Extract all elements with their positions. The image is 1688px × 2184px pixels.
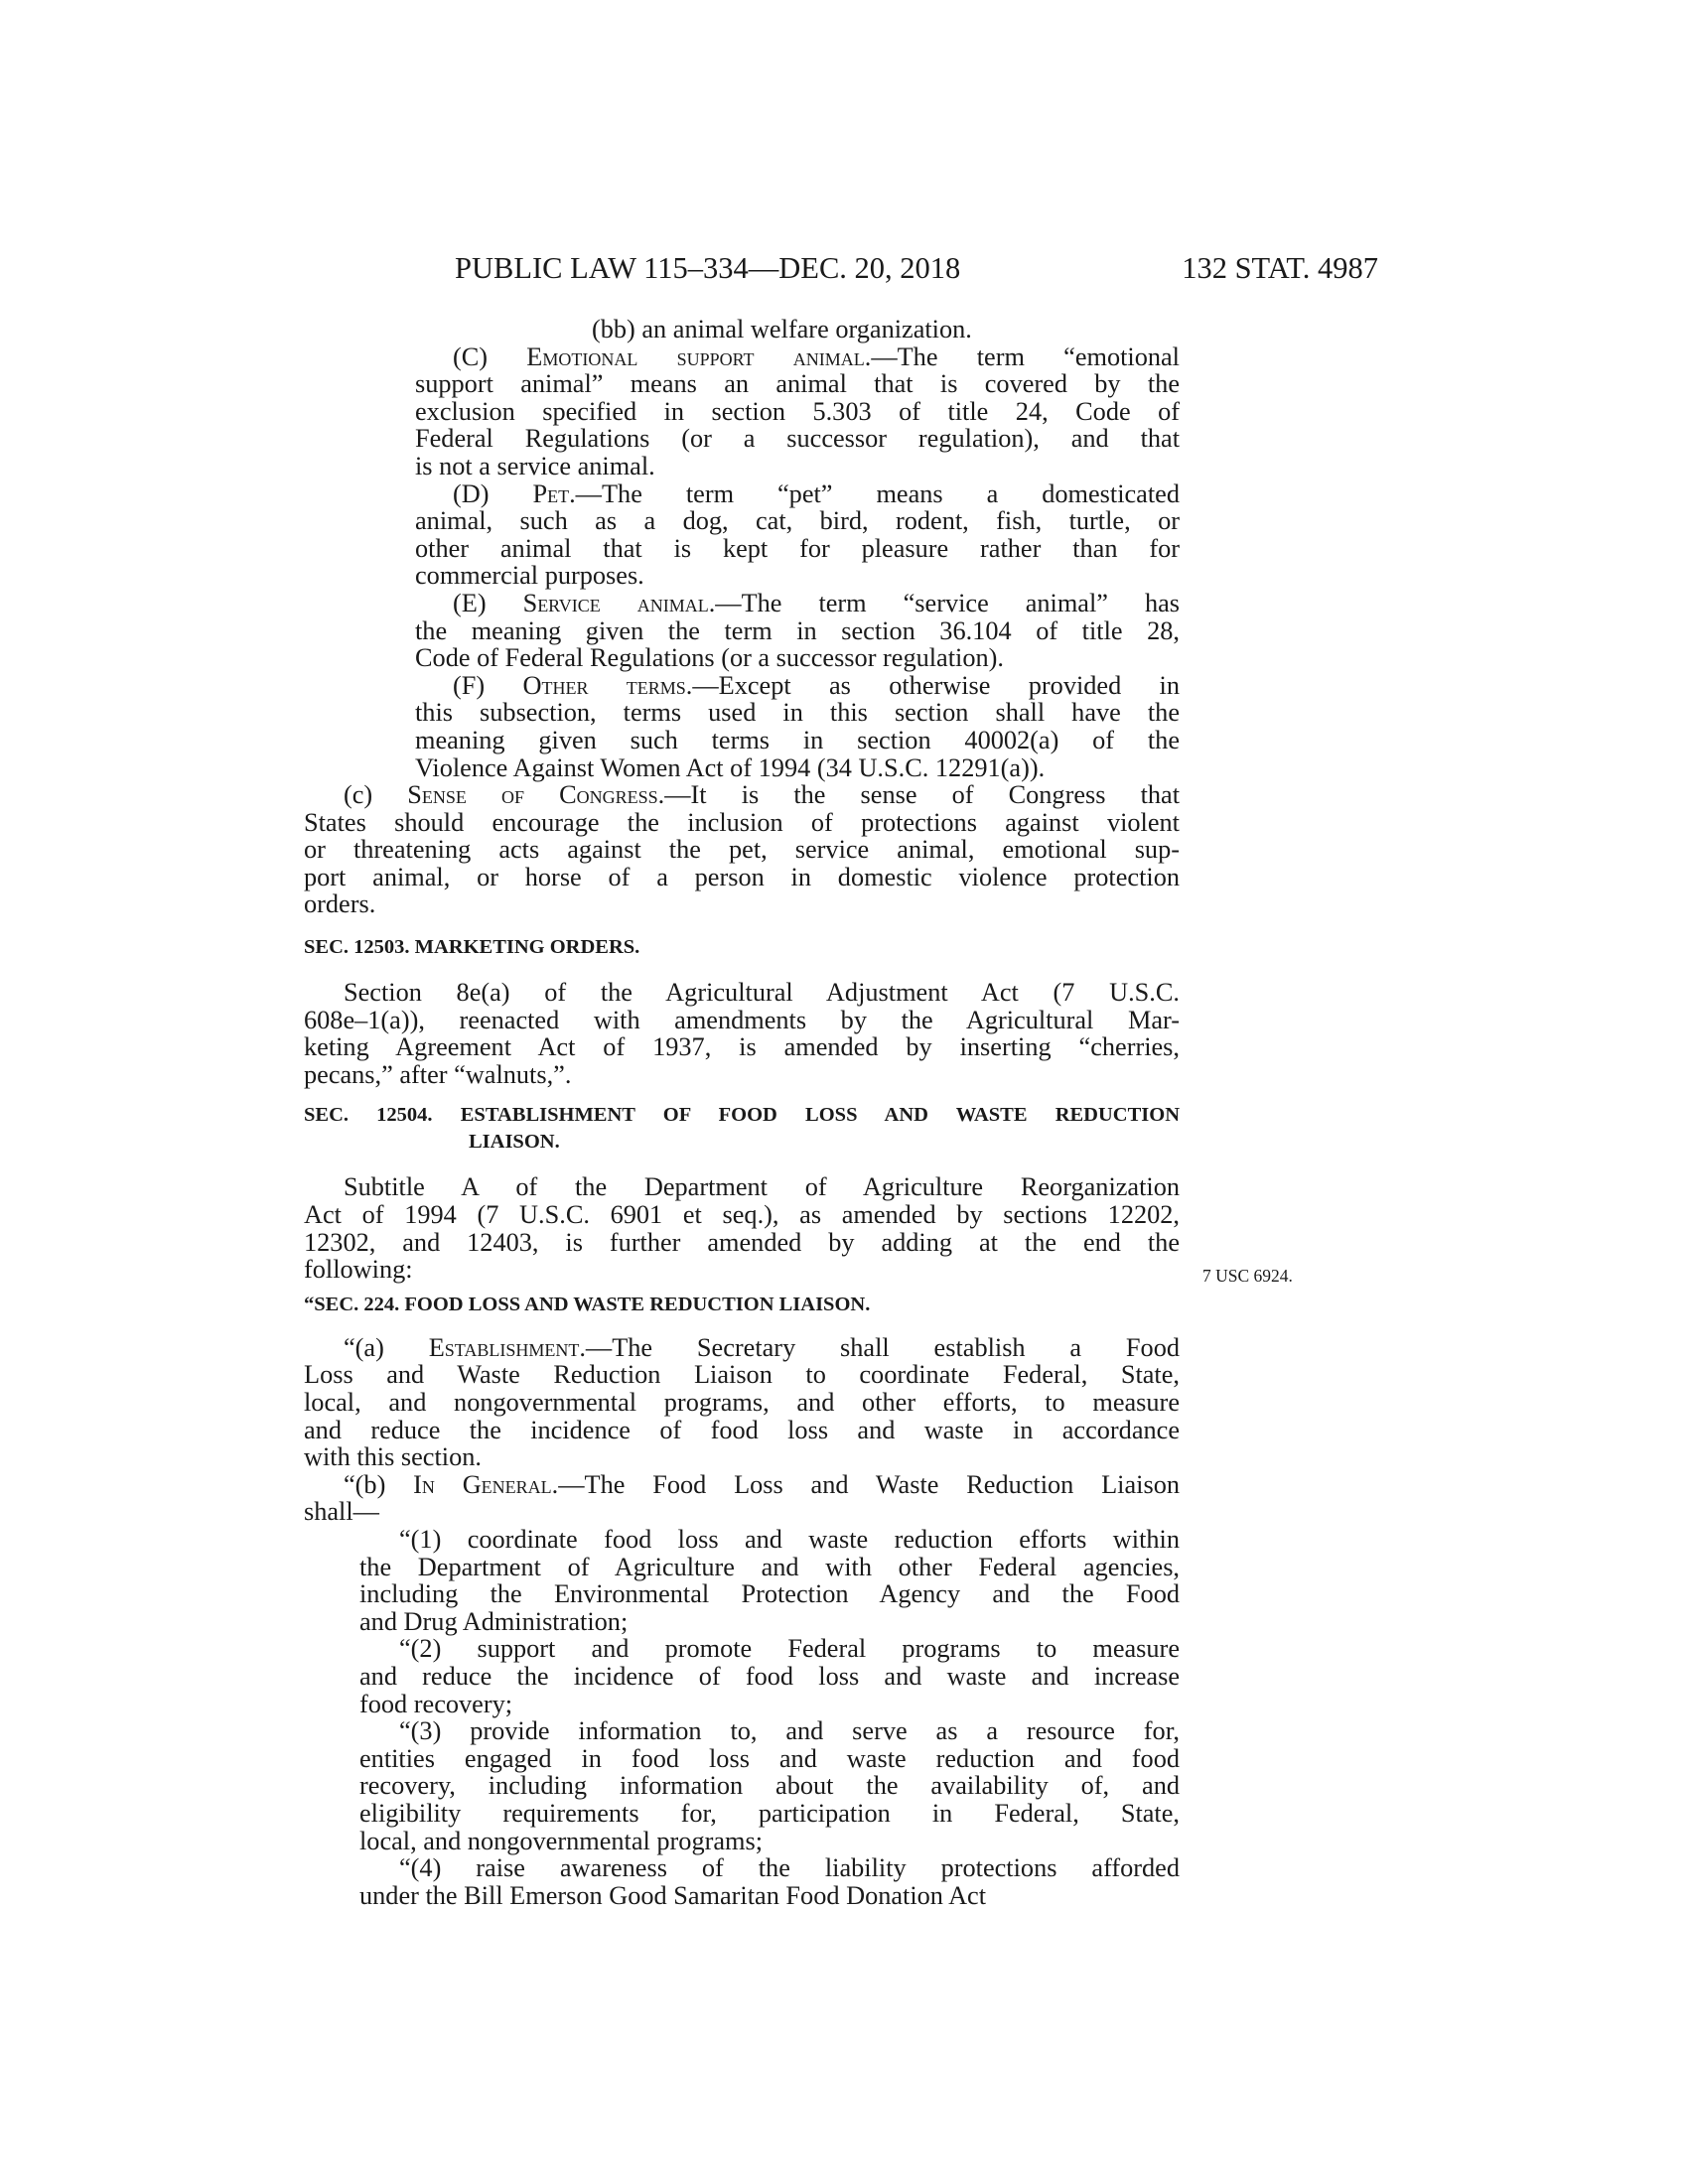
text-line [304, 809, 1180, 837]
text-run: 608e–1(a)), reenacted with amendments by the Agricultural Mar- [304, 1005, 1180, 1034]
text-line [304, 562, 1180, 590]
text-run: Act of 1994 (7 U.S.C. 6901 et seq.), as amended by sections 12202, [304, 1200, 1180, 1230]
text-line [304, 1554, 1180, 1581]
text-run: eligibility requirements for, participation in Federal, State, [359, 1798, 1180, 1828]
text-run: Section 8e(a) of the Agricultural Adjustment Act (7 U.S.C. [344, 978, 1180, 1008]
text-run: and Drug Administration; [359, 1606, 629, 1636]
text-run: keting Agreement Act of 1937, is amended by inserting “cherries, [304, 1032, 1180, 1062]
text-line [304, 1717, 1180, 1745]
text-line [304, 1033, 1180, 1061]
subsection-b-in-general [304, 1471, 1180, 1526]
text-run: (c) [344, 780, 408, 810]
header-title: PUBLIC LAW 115–334—DEC. 20, 2018 [455, 251, 961, 285]
small-caps-heading: In General [413, 1469, 552, 1499]
text-line [304, 699, 1180, 727]
paragraph-4 [304, 1854, 1180, 1909]
text-run: .—The term “service animal” has [708, 588, 1180, 617]
text-line [304, 1635, 1180, 1663]
text-line [304, 453, 1180, 480]
text-run: Loss and Waste Reduction Liaison to coordinate Federal, State, [304, 1360, 1180, 1390]
text-line [304, 1471, 1180, 1499]
definition-emotional-support-animal [304, 343, 1180, 480]
text-run: 12302, and 12403, is further amended by adding at the end the [304, 1227, 1180, 1257]
text-line [304, 1691, 1180, 1718]
heading-line: “SEC. 224. FOOD LOSS AND WASTE REDUCTION LIAISON. [304, 1293, 871, 1315]
text-line [304, 979, 1180, 1007]
text-run: “(1) coordinate food loss and waste reduction efforts within [399, 1524, 1180, 1554]
text-line [304, 343, 1180, 371]
text-run: under the Bill Emerson Good Samaritan Food Donation Act [359, 1880, 987, 1910]
heading-line: LIAISON. [469, 1131, 560, 1154]
definition-pet [304, 480, 1180, 590]
text-run: support animal” means an animal that is covered by the [415, 369, 1180, 399]
text-line [304, 836, 1180, 864]
text-line [304, 480, 1180, 508]
text-run: with this section. [304, 1442, 482, 1472]
text-line [304, 1580, 1180, 1608]
small-caps-heading: Other terms [522, 670, 686, 700]
running-header [455, 248, 1378, 288]
margin-note-usc: 7 USC 6924. [1202, 1266, 1293, 1286]
text-run: and reduce the incidence of food loss and waste in accordance [304, 1415, 1180, 1444]
text-line [304, 1173, 1180, 1201]
text-line [304, 644, 1180, 672]
text-run: local, and nongovernmental programs, and other efforts, to measure [304, 1388, 1180, 1417]
text-line [304, 1334, 1180, 1362]
subsection-a-establishment [304, 1334, 1180, 1471]
text-line [304, 1800, 1180, 1828]
sense-of-congress [304, 781, 1180, 918]
text-line [304, 1663, 1180, 1691]
heading-line: SEC. 12503. MARKETING ORDERS. [304, 936, 640, 959]
subclause-bb [304, 316, 1180, 343]
text-run: local, and nongovernmental programs; [359, 1826, 764, 1855]
text-line [304, 1608, 1180, 1636]
text-run: (E) [453, 588, 523, 617]
text-line [304, 370, 1180, 398]
small-caps-heading: Sense of Congress [407, 780, 658, 810]
text-run: .—The Secretary shall establish a Food [579, 1332, 1181, 1362]
text-run: “(a) [344, 1332, 429, 1362]
text-line [304, 1828, 1180, 1855]
text-run: or threatening acts against the pet, service animal, emotional sup- [304, 835, 1180, 865]
text-line [304, 590, 1180, 617]
text-run: other animal that is kept for pleasure rather than for [415, 533, 1180, 563]
text-line [304, 1256, 1180, 1284]
text-line [304, 1201, 1180, 1229]
text-run: .—The term “emotional [864, 341, 1180, 371]
text-run: States should encourage the inclusion of protections against violent [304, 807, 1180, 837]
text-line [304, 1443, 1180, 1471]
section-12503-heading [304, 934, 1180, 961]
text-line [304, 890, 1180, 918]
text-run: Subtitle A of the Department of Agriculture Reorganization [344, 1172, 1180, 1202]
text-run: (F) [453, 670, 523, 700]
text-run: shall— [304, 1497, 379, 1527]
text-run: and reduce the incidence of food loss and waste and increase [359, 1661, 1180, 1691]
text-line [304, 425, 1180, 453]
text-line [304, 617, 1180, 645]
text-line [304, 1745, 1180, 1773]
text-run: following: [304, 1255, 413, 1285]
text-line [304, 1772, 1180, 1800]
text-line [304, 1498, 1180, 1526]
text-run: recovery, including information about the availability of, and [359, 1771, 1180, 1801]
text-run: “(3) provide information to, and serve as a resource for, [399, 1716, 1180, 1746]
text-run: Federal Regulations (or a successor regulation), and that [415, 424, 1180, 454]
definition-other-terms [304, 672, 1180, 781]
text-line [304, 398, 1180, 426]
page-body [304, 316, 1180, 1909]
text-line [304, 754, 1180, 782]
text-run: including the Environmental Protection Agency and the Food [359, 1579, 1180, 1609]
text-run: “(b) [344, 1469, 414, 1499]
text-line [304, 1061, 1180, 1089]
text-line [304, 1417, 1180, 1444]
text-line [304, 507, 1180, 535]
text-line [304, 781, 1180, 809]
text-line [304, 672, 1180, 700]
small-caps-heading: Emotional support animal [526, 341, 865, 371]
text-line [304, 1389, 1180, 1417]
paragraph-1 [304, 1526, 1180, 1635]
section-12503-text [304, 979, 1180, 1088]
text-line [304, 1229, 1180, 1257]
text-run: .—It is the sense of Congress that [657, 780, 1181, 810]
text-run: “(4) raise awareness of the liability protections afforded [399, 1853, 1180, 1883]
text-line [304, 1854, 1180, 1882]
text-line [304, 864, 1180, 891]
paragraph-2 [304, 1635, 1180, 1717]
text-run: exclusion specified in section 5.303 of title 24, Code of [415, 396, 1180, 426]
section-224-heading [304, 1292, 1180, 1318]
text-run: entities engaged in food loss and waste reduction and food [359, 1743, 1180, 1773]
text-line [304, 1007, 1180, 1034]
text-run: the Department of Agriculture and with other Federal agencies, [359, 1552, 1180, 1581]
text-run: food recovery; [359, 1689, 513, 1718]
header-page-number: 132 STAT. 4987 [1182, 251, 1378, 285]
small-caps-heading: Pet [532, 478, 570, 508]
text-line [304, 727, 1180, 754]
text-run: .—The term “pet” means a domesticated [569, 478, 1180, 508]
section-12504-text [304, 1173, 1180, 1283]
paragraph-3 [304, 1717, 1180, 1854]
text-run: animal, such as a dog, cat, bird, rodent, fish, turtle, or [415, 506, 1180, 536]
text-run: Code of Federal Regulations (or a successor regulation). [415, 643, 1004, 673]
text-run: is not a service animal. [415, 451, 655, 480]
heading-line: SEC. 12504. ESTABLISHMENT OF FOOD LOSS AND WASTE REDUCTION [304, 1104, 1180, 1127]
small-caps-heading: Service animal [522, 588, 709, 617]
text-line [304, 1526, 1180, 1554]
text-run: (C) [453, 341, 527, 371]
text-run: (D) [453, 478, 533, 508]
text-run: .—The Food Loss and Waste Reduction Liaison [551, 1469, 1180, 1499]
text-run: port animal, or horse of a person in domestic violence protection [304, 862, 1180, 891]
text-run: this subsection, terms used in this section shall have the [415, 698, 1180, 728]
text-run: “(2) support and promote Federal programs to measure [399, 1634, 1180, 1664]
text-run: meaning given such terms in section 40002(a) of the [415, 725, 1180, 754]
text-run: commercial purposes. [415, 561, 644, 591]
text-line [304, 535, 1180, 563]
small-caps-heading: Establishment [428, 1332, 580, 1362]
text-line: (bb) an animal welfare organization. [592, 315, 972, 343]
text-line [304, 1361, 1180, 1389]
text-run: Violence Against Women Act of 1994 (34 U.S.C. 12291(a)). [415, 752, 1046, 782]
text-run: orders. [304, 889, 376, 919]
text-run: the meaning given the term in section 36.104 of title 28, [415, 615, 1180, 645]
text-run: .—Except as otherwise provided in [685, 670, 1181, 700]
definition-service-animal [304, 590, 1180, 672]
text-run: pecans,” after “walnuts,”. [304, 1059, 572, 1089]
section-12504-heading [304, 1102, 1180, 1156]
text-line [304, 1882, 1180, 1910]
